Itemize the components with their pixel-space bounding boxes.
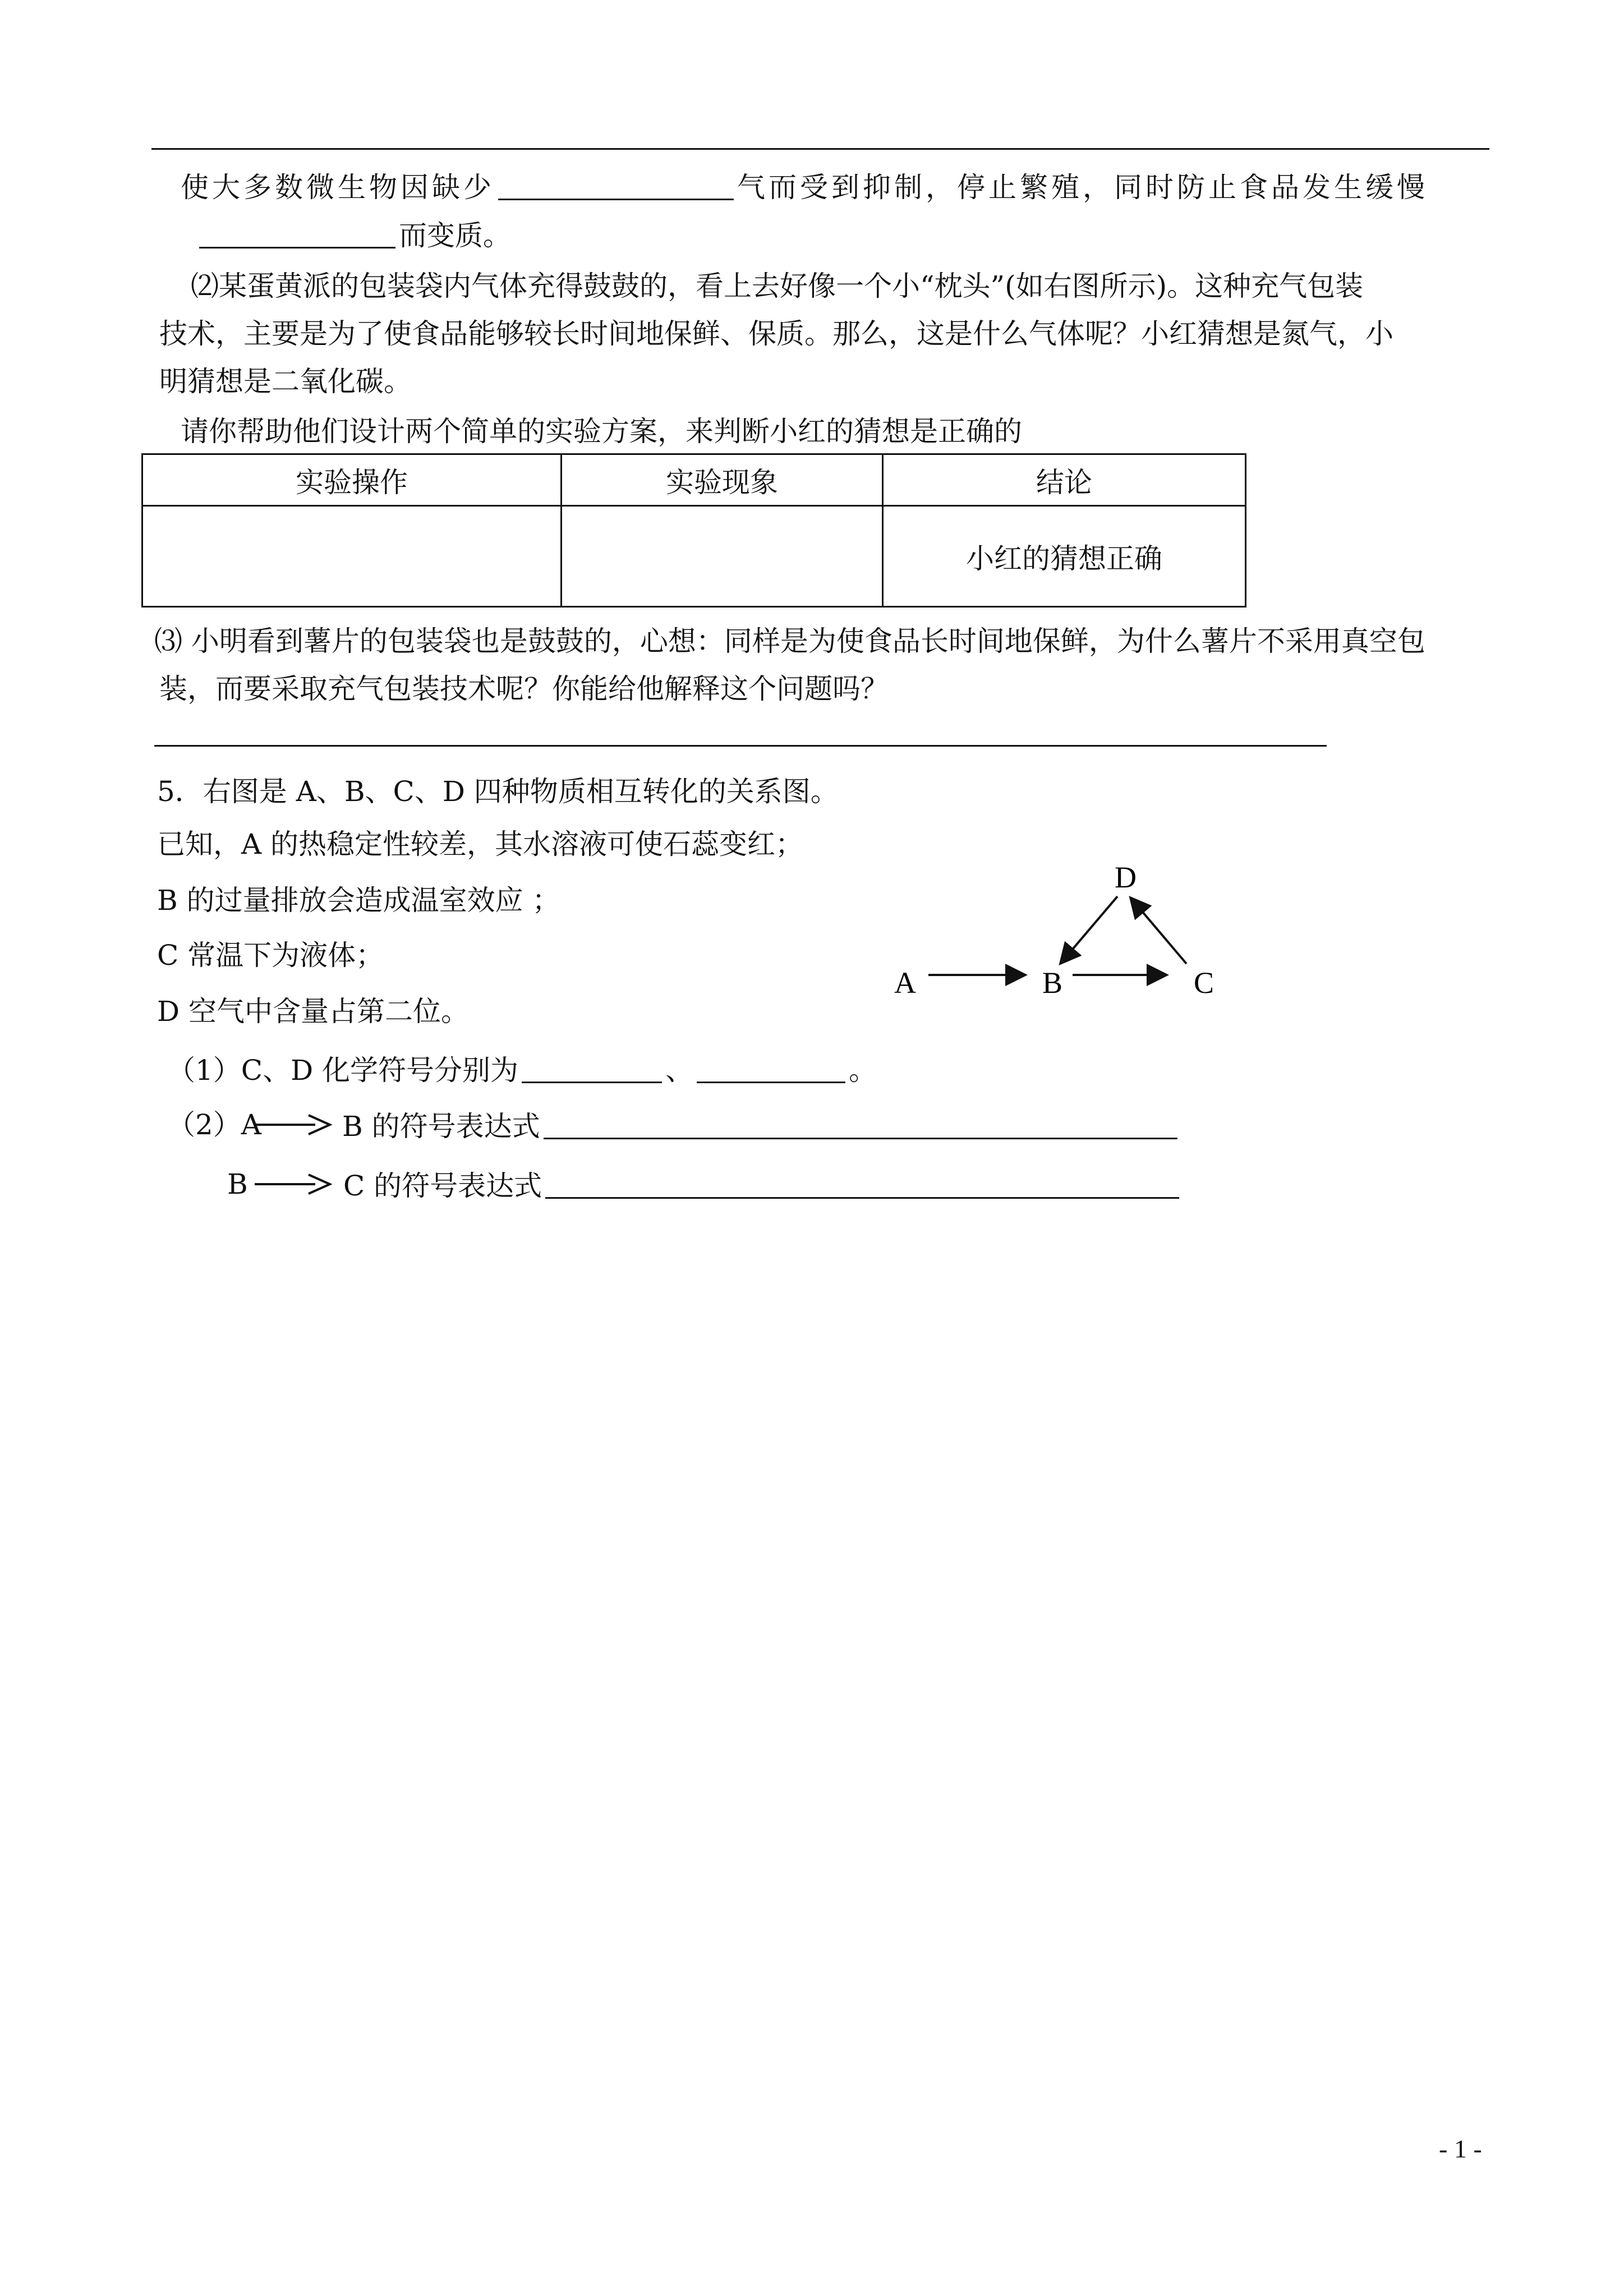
node-c-label: C [1194, 966, 1214, 1000]
q5-sub1-end: 。 [849, 1054, 877, 1087]
q4-p2-line1: ⑵某蛋黄派的包装袋内气体充得鼓鼓的，看上去好像一个小“枕头”(如右图所示)。这种充气包装 [191, 270, 1364, 302]
node-d-label: D [1115, 861, 1137, 894]
q5-sub2-b-text: C 的符号表达式 [343, 1170, 542, 1202]
blank-1[interactable] [498, 172, 734, 200]
arrow-d-to-b [1060, 896, 1117, 964]
experiment-table [141, 453, 1246, 608]
blank-d[interactable] [697, 1055, 845, 1083]
q4-line1-b: 气而受到抑制，停止繁殖，同时防止食品发生缓慢 [737, 171, 1428, 204]
table-cell-operation[interactable] [142, 506, 562, 607]
q4-p3-line2: 装，而要采取充气包装技术呢？你能给他解释这个问题吗？ [159, 673, 889, 705]
header-rule [151, 148, 1489, 150]
q5-sub2-b [343, 1170, 1179, 1200]
arrow-c-to-d [1130, 898, 1186, 964]
q5-sub1-text: （1）C、D 化学符号分别为 [167, 1054, 519, 1087]
q5-sub2-b-label: B [227, 1168, 248, 1200]
conversion-diagram [875, 858, 1268, 1015]
table-cell-phenomenon[interactable] [562, 506, 883, 607]
answer-line-3[interactable] [154, 745, 1327, 747]
q5-known-d: D 空气中含量占第二位。 [157, 995, 469, 1028]
arrow-icon [254, 1112, 332, 1138]
q4-p3-line1: ⑶ 小明看到薯片的包装袋也是鼓鼓的，心想：同样是为使食品长时间地保鲜，为什么薯片不采用真空包 [154, 625, 1425, 657]
q4-line1-a: 使大多数微生物因缺少 [181, 171, 495, 204]
q5-sub2-a-text: B 的符号表达式 [342, 1110, 540, 1143]
blank-expr-ab[interactable] [544, 1111, 1177, 1139]
q5-sub2-label: （2）A [167, 1108, 261, 1141]
q5-known-a: 已知，A 的热稳定性较差，其水溶液可使石蕊变红； [157, 828, 804, 861]
blank-expr-bc[interactable] [545, 1170, 1179, 1199]
table-header-conclusion: 结论 [883, 454, 1246, 506]
table-header-phenomenon: 实验现象 [562, 454, 883, 506]
q5-known-c: C 常温下为液体； [157, 939, 384, 972]
blank-c[interactable] [522, 1055, 662, 1083]
node-a-label: A [894, 966, 916, 1000]
q5-intro: 5．右图是 A、B、C、D 四种物质相互转化的关系图。 [157, 775, 839, 808]
q5-sub1 [167, 1054, 877, 1087]
q4-line2-text: 而变质。 [399, 219, 511, 252]
blank-2[interactable] [199, 220, 395, 249]
q4-p2-line3: 明猜想是二氧化碳。 [159, 365, 412, 398]
page-number: - 1 - [1439, 2134, 1482, 2163]
q5-sub2-a [342, 1110, 1177, 1143]
table-header-operation: 实验操作 [142, 454, 562, 506]
q4-prompt: 请你帮助他们设计两个简单的实验方案，来判断小红的猜想是正确的 [181, 415, 1022, 448]
q5-sub1-sep: 、 [665, 1054, 694, 1087]
q4-line2 [199, 220, 511, 250]
arrow-icon [254, 1171, 332, 1197]
q5-known-b: B 的过量排放会造成温室效应 ； [157, 884, 560, 917]
table-cell-conclusion: 小红的猜想正确 [883, 506, 1246, 607]
node-b-label: B [1042, 966, 1063, 1000]
q4-line1 [181, 171, 1428, 204]
q4-p2-line2: 技术，主要是为了使食品能够较长时间地保鲜、保质。那么，这是什么气体呢？小红猜想是氮气，小 [159, 318, 1393, 350]
